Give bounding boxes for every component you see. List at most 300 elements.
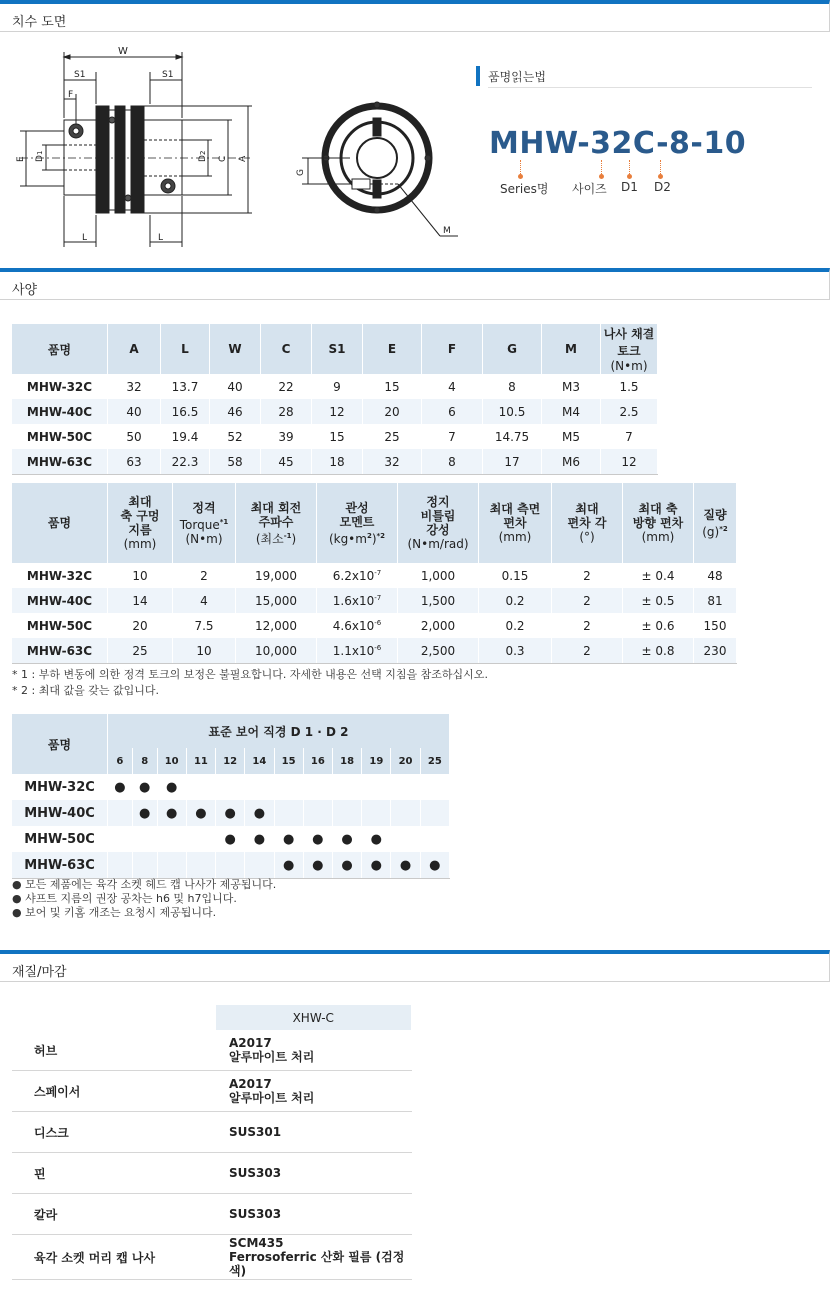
cell: 58: [210, 449, 261, 475]
cell: 22.3: [161, 449, 210, 475]
bore-availability-cell: ●: [157, 800, 186, 826]
cell: 46: [210, 399, 261, 424]
material-line: 알루마이트 처리: [229, 1050, 315, 1064]
bore-availability-cell: [108, 852, 133, 879]
bore-availability-cell: [303, 774, 332, 800]
cell: 10: [108, 563, 173, 588]
cell: 19.4: [161, 424, 210, 449]
bore-availability-cell: [391, 800, 420, 826]
part-material: [215, 1194, 412, 1235]
cell: 52: [210, 424, 261, 449]
code-tick: [629, 160, 631, 174]
cell: 4: [422, 374, 483, 399]
col-header-stiffness: [398, 483, 479, 563]
table-row: [12, 449, 658, 475]
cell: 40: [108, 399, 161, 424]
cell: 18: [312, 449, 363, 475]
cell: 230: [694, 638, 737, 664]
bore-availability-cell: [186, 826, 215, 852]
bore-availability-cell: [420, 774, 449, 800]
col-header: 품명: [12, 714, 108, 774]
header-line: 최대 축: [638, 502, 678, 516]
cell: ± 0.6: [623, 613, 694, 638]
cell: 6: [422, 399, 483, 424]
col-header: XHW-C: [215, 1005, 412, 1030]
table-row: [12, 638, 737, 664]
cell: 32: [363, 449, 422, 475]
bore-availability-cell: ●: [391, 852, 420, 879]
cell: 2: [552, 563, 623, 588]
material-line: SUS303: [229, 1207, 282, 1221]
bore-availability-cell: [420, 800, 449, 826]
header-line: 나사 채결 토크: [603, 327, 655, 358]
header-line: 방향 편차: [632, 516, 684, 530]
col-header-torque: [601, 324, 658, 374]
cell: 14: [108, 588, 173, 613]
bore-availability-cell: [216, 852, 245, 879]
bullet-note: ● 보어 및 키홈 개조는 요청시 제공됩니다.: [12, 906, 217, 919]
cell-inertia: [317, 588, 398, 613]
inertia-exp: -6: [374, 618, 382, 627]
cell-inertia: [317, 638, 398, 664]
header-line: (mm): [641, 530, 675, 544]
cell-model: MHW-63C: [12, 449, 108, 475]
table-row: [12, 1194, 412, 1235]
label-m: M: [443, 226, 451, 236]
header-line: 편차: [503, 516, 527, 530]
part-name: 디스크: [12, 1112, 215, 1153]
cell: 20: [363, 399, 422, 424]
code-part-d1: D1: [621, 180, 638, 194]
bore-availability-cell: [108, 826, 133, 852]
cell-model: MHW-50C: [12, 424, 108, 449]
label-s1-right: S1: [162, 70, 174, 80]
material-line: SUS301: [229, 1125, 282, 1139]
cell: 50: [108, 424, 161, 449]
cell: 16.5: [161, 399, 210, 424]
superscript: -1: [283, 531, 292, 540]
cell: M4: [542, 399, 601, 424]
material-line: SCM435: [229, 1236, 284, 1250]
bore-size: 11: [186, 748, 215, 774]
col-header: F: [422, 324, 483, 374]
cell: ± 0.5: [623, 588, 694, 613]
header-line: 최대: [575, 502, 599, 516]
cell: 1,500: [398, 588, 479, 613]
table-row: [12, 563, 737, 588]
table-row: [12, 374, 658, 399]
cell: 150: [694, 613, 737, 638]
cell: ± 0.4: [623, 563, 694, 588]
table-row: [12, 1071, 412, 1112]
bore-size: 8: [132, 748, 157, 774]
label-w: W: [118, 46, 128, 57]
cell: 15: [312, 424, 363, 449]
cell: 10: [173, 638, 236, 664]
bore-availability-cell: [274, 800, 303, 826]
cell-model: MHW-63C: [12, 852, 108, 879]
bore-availability-cell: [274, 774, 303, 800]
code-dot: [627, 174, 632, 179]
bore-availability-cell: ●: [186, 800, 215, 826]
code-part-series: Series명: [500, 182, 549, 196]
cell-model: MHW-50C: [12, 613, 108, 638]
table-row: [12, 1153, 412, 1194]
bore-availability-cell: [332, 774, 361, 800]
bore-availability-cell: [157, 852, 186, 879]
inertia-exp: -7: [374, 593, 382, 602]
bore-availability-cell: ●: [303, 852, 332, 879]
header-line: (N•m): [185, 531, 223, 546]
footnote-1: * 1 : 부하 변동에 의한 정격 토크의 보정은 불필요합니다. 자세한 내용은 선택 지침을 참조하십시오.: [12, 668, 488, 681]
header-line: 주파수: [258, 514, 294, 529]
bore-size-table: [12, 714, 450, 879]
cell: 63: [108, 449, 161, 475]
table-row: [12, 399, 658, 424]
col-header-speed: [236, 483, 317, 563]
cell: 1.5: [601, 374, 658, 399]
cell: 40: [210, 374, 261, 399]
cell: 45: [261, 449, 312, 475]
code-tick: [601, 160, 603, 174]
cell-model: MHW-40C: [12, 588, 108, 613]
section-title: 치수 도면: [12, 15, 67, 30]
label-d2: D: [198, 155, 208, 162]
part-name: 허브: [12, 1030, 215, 1071]
bore-availability-cell: ●: [132, 800, 157, 826]
side-view: [20, 52, 252, 247]
inertia-base: 4.6x10: [332, 618, 375, 633]
section-title: 사양: [12, 283, 38, 298]
cell: 2,500: [398, 638, 479, 664]
col-header: 품명: [12, 324, 108, 374]
header-line: (N•m): [610, 359, 648, 373]
cell: 12: [601, 449, 658, 475]
bore-availability-cell: ●: [332, 826, 361, 852]
header-line: ): [291, 531, 297, 546]
read-how-title: 품명읽는법: [488, 70, 546, 84]
bore-availability-cell: ●: [274, 852, 303, 879]
header-line: ): [371, 531, 377, 546]
bore-availability-cell: ●: [157, 774, 186, 800]
material-line: 알루마이트 처리: [229, 1091, 315, 1105]
header-line: 최대 측면: [489, 502, 541, 516]
header-line: 강성: [426, 523, 450, 537]
cell: 0.3: [479, 638, 552, 664]
header-line: 편차 각: [567, 516, 607, 530]
cell: 20: [108, 613, 173, 638]
table-row: [12, 826, 450, 852]
cell-model: MHW-40C: [12, 800, 108, 826]
section-header-dimensions: [0, 0, 830, 32]
cell-model: MHW-63C: [12, 638, 108, 664]
bore-availability-cell: [186, 774, 215, 800]
cell-model: MHW-50C: [12, 826, 108, 852]
cell: 8: [483, 374, 542, 399]
label-s1-left: S1: [74, 70, 86, 80]
cell: 81: [694, 588, 737, 613]
cell: 25: [108, 638, 173, 664]
header-line: (N•m/rad): [407, 537, 469, 551]
cell: M6: [542, 449, 601, 475]
material-line: A2017: [229, 1036, 272, 1050]
superscript: 2: [366, 531, 372, 540]
cell: 0.2: [479, 613, 552, 638]
material-line: A2017: [229, 1077, 272, 1091]
cell: 10.5: [483, 399, 542, 424]
col-header: E: [363, 324, 422, 374]
accent-bar: [476, 66, 480, 86]
inertia-exp: -6: [374, 643, 382, 652]
col-header-lateral: [479, 483, 552, 563]
cell-model: MHW-32C: [12, 563, 108, 588]
section-title: 재질/마감: [12, 965, 67, 980]
label-l-right: L: [158, 233, 164, 243]
col-header-axial: [623, 483, 694, 563]
cell: 15: [363, 374, 422, 399]
bore-size: 18: [332, 748, 361, 774]
bore-availability-cell: ●: [362, 826, 391, 852]
col-header-mass: [694, 483, 737, 563]
cell: M3: [542, 374, 601, 399]
table-row: [12, 1030, 412, 1071]
cell: 14.75: [483, 424, 542, 449]
header-line: 최대: [128, 495, 152, 509]
part-material: [215, 1235, 412, 1280]
cell: 7: [422, 424, 483, 449]
cell: 12,000: [236, 613, 317, 638]
label-g: G: [296, 169, 306, 176]
material-table: [12, 1005, 412, 1280]
code-tick: [660, 160, 662, 174]
cell: 1,000: [398, 563, 479, 588]
divider: [488, 87, 812, 88]
cell-model: MHW-32C: [12, 374, 108, 399]
spec-table-performance: [12, 483, 737, 664]
col-header: C: [261, 324, 312, 374]
cell: 0.15: [479, 563, 552, 588]
header-line: 정격: [192, 500, 216, 515]
cell: 28: [261, 399, 312, 424]
cell: 15,000: [236, 588, 317, 613]
table-row: [12, 1112, 412, 1153]
cell: 8: [422, 449, 483, 475]
table-row: [12, 800, 450, 826]
bore-size: 14: [245, 748, 274, 774]
col-header-angular: [552, 483, 623, 563]
header-line: (kg•m: [328, 531, 367, 546]
part-material: [215, 1153, 412, 1194]
table-row: [12, 424, 658, 449]
col-header: A: [108, 324, 161, 374]
bore-availability-cell: [108, 800, 133, 826]
header-line: 비틀림: [420, 509, 456, 523]
inertia-base: 6.2x10: [332, 568, 375, 583]
bore-availability-cell: ●: [332, 852, 361, 879]
table-row: [12, 613, 737, 638]
part-material: [215, 1030, 412, 1071]
header-line: 정지: [426, 495, 450, 509]
cell-model: MHW-40C: [12, 399, 108, 424]
bore-availability-cell: ●: [216, 826, 245, 852]
col-header: M: [542, 324, 601, 374]
footnote-mark: *2: [376, 531, 386, 540]
cell-inertia: [317, 563, 398, 588]
bore-size: 20: [391, 748, 420, 774]
bore-size: 16: [303, 748, 332, 774]
bore-size: 19: [362, 748, 391, 774]
header-line: (g): [702, 524, 720, 539]
table-row: [12, 774, 450, 800]
read-how-header: [476, 66, 812, 88]
cell: 19,000: [236, 563, 317, 588]
code-part-d2: D2: [654, 180, 671, 194]
header-line: 지름: [128, 523, 152, 537]
bore-availability-cell: [216, 774, 245, 800]
cell: 2.5: [601, 399, 658, 424]
cell: 4: [173, 588, 236, 613]
footnote-2: * 2 : 최대 값을 갖는 값입니다.: [12, 684, 159, 697]
cell: ± 0.8: [623, 638, 694, 664]
bore-availability-cell: ●: [420, 852, 449, 879]
bore-availability-cell: [303, 800, 332, 826]
header-line: Torque: [179, 517, 220, 532]
header-line: 모멘트: [339, 514, 375, 529]
header-line: (mm): [123, 537, 157, 551]
material-line: Ferrosoferric 산화 필름 (검정색): [229, 1250, 405, 1278]
cell: M5: [542, 424, 601, 449]
label-l-left: L: [82, 233, 88, 243]
bore-availability-cell: ●: [216, 800, 245, 826]
cell: 22: [261, 374, 312, 399]
bore-size: 10: [157, 748, 186, 774]
part-name: 핀: [12, 1153, 215, 1194]
header-line: (°): [579, 530, 595, 544]
code-dot: [518, 174, 523, 179]
col-header-maxbore: [108, 483, 173, 563]
cell: 17: [483, 449, 542, 475]
label-d2-sub: 2: [199, 150, 207, 155]
header-line: (mm): [498, 530, 532, 544]
bore-availability-cell: ●: [245, 800, 274, 826]
code-part-size: 사이즈: [572, 182, 607, 196]
bore-availability-cell: [245, 774, 274, 800]
col-header: L: [161, 324, 210, 374]
section-header-material: [0, 950, 830, 982]
cell: 2: [552, 588, 623, 613]
cell-model: MHW-32C: [12, 774, 108, 800]
header-line: 관성: [345, 500, 369, 515]
inertia-base: 1.1x10: [332, 643, 375, 658]
label-f: F: [68, 90, 74, 100]
header-line: 축 구멍: [120, 509, 160, 523]
col-header-bore: 표준 보어 직경 D 1 · D 2: [108, 714, 450, 748]
col-header: W: [210, 324, 261, 374]
bore-availability-cell: [132, 826, 157, 852]
cell: 9: [312, 374, 363, 399]
cell: 39: [261, 424, 312, 449]
section-header-specs: [0, 268, 830, 300]
inertia-exp: -7: [374, 568, 382, 577]
cell: 12: [312, 399, 363, 424]
spec-table-dimensions: [12, 324, 658, 475]
bore-availability-cell: [332, 800, 361, 826]
footnote-mark: *2: [719, 524, 728, 533]
cell: 7.5: [173, 613, 236, 638]
part-name: 칼라: [12, 1194, 215, 1235]
cell: 0.2: [479, 588, 552, 613]
col-header: 품명: [12, 483, 108, 563]
bore-size: 12: [216, 748, 245, 774]
bore-availability-cell: [362, 800, 391, 826]
header-line: (최소: [255, 531, 284, 546]
bore-availability-cell: [362, 774, 391, 800]
table-row: [12, 1235, 412, 1280]
cell: 2: [552, 613, 623, 638]
bore-availability-cell: [157, 826, 186, 852]
model-code: MHW-32C-8-10: [489, 126, 747, 161]
bullet-note: ● 모든 제품에는 육각 소켓 헤드 캡 나사가 제공됩니다.: [12, 878, 277, 891]
col-header-inertia: [317, 483, 398, 563]
bore-availability-cell: ●: [245, 826, 274, 852]
bore-availability-cell: [245, 852, 274, 879]
part-name: 스페이서: [12, 1071, 215, 1112]
table-row: [12, 588, 737, 613]
label-d1: D: [35, 155, 45, 162]
bore-availability-cell: ●: [303, 826, 332, 852]
cell-inertia: [317, 613, 398, 638]
code-dot: [658, 174, 663, 179]
inertia-base: 1.6x10: [332, 593, 375, 608]
header-line: 최대 회전: [250, 500, 302, 515]
label-a: A: [238, 155, 248, 162]
header-line: 질량: [703, 507, 727, 522]
bore-availability-cell: ●: [274, 826, 303, 852]
cell: 25: [363, 424, 422, 449]
bore-availability-cell: [391, 826, 420, 852]
label-c: C: [218, 155, 228, 162]
label-d1-sub: 1: [36, 150, 44, 155]
col-header-torque: [173, 483, 236, 563]
material-line: SUS303: [229, 1166, 282, 1180]
bore-size: 6: [108, 748, 133, 774]
footnote-mark: *1: [219, 517, 229, 526]
front-view: [302, 102, 458, 236]
bore-availability-cell: [391, 774, 420, 800]
cell: 2,000: [398, 613, 479, 638]
bore-availability-cell: ●: [132, 774, 157, 800]
col-header: G: [483, 324, 542, 374]
cell: 48: [694, 563, 737, 588]
col-header: S1: [312, 324, 363, 374]
cell: 32: [108, 374, 161, 399]
bore-availability-cell: [420, 826, 449, 852]
cell: 10,000: [236, 638, 317, 664]
bore-availability-cell: [132, 852, 157, 879]
code-dot: [599, 174, 604, 179]
cell: 2: [552, 638, 623, 664]
part-name: 육각 소켓 머리 캡 나사: [12, 1235, 215, 1280]
bore-size: 25: [420, 748, 449, 774]
bore-availability-cell: ●: [362, 852, 391, 879]
cell: 7: [601, 424, 658, 449]
bore-availability-cell: ●: [108, 774, 133, 800]
cell: 2: [173, 563, 236, 588]
blank-header: [12, 1005, 215, 1030]
label-e: E: [16, 156, 26, 162]
part-material: [215, 1071, 412, 1112]
bore-availability-cell: [186, 852, 215, 879]
